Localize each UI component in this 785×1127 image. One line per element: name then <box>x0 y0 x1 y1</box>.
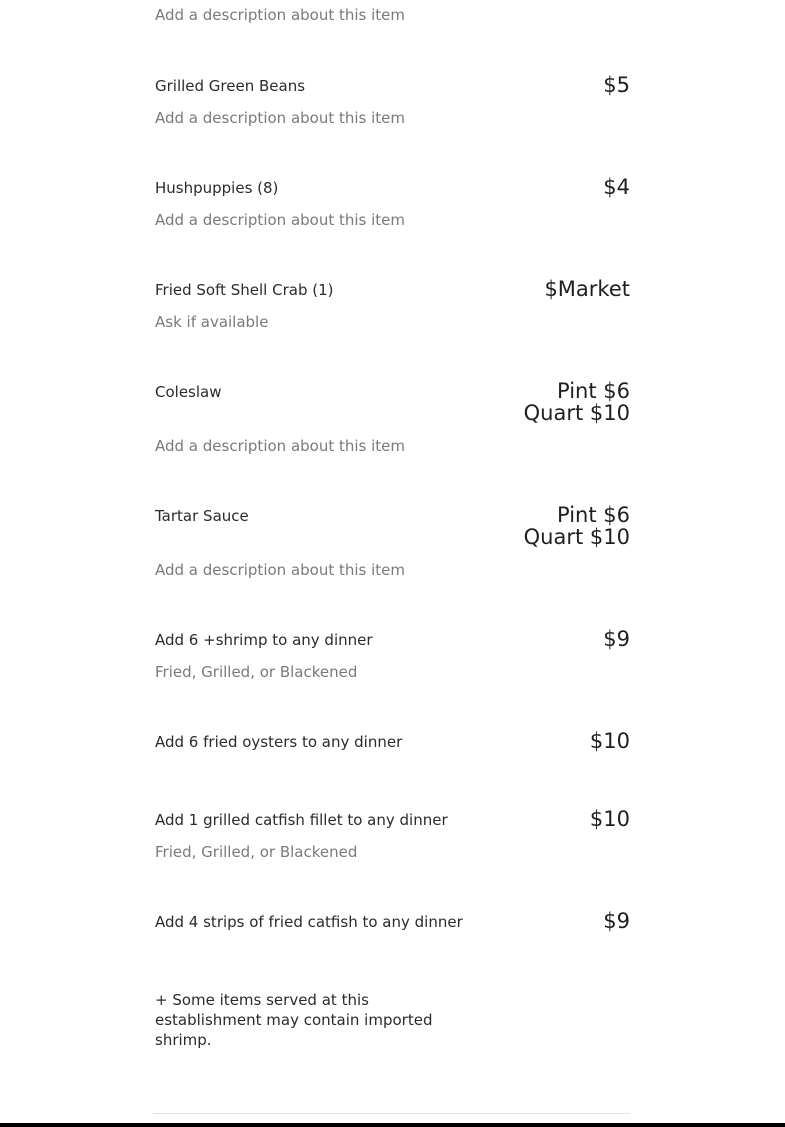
item-description: Add a description about this item <box>155 109 406 127</box>
item-name: Tartar Sauce <box>155 507 249 525</box>
item-price: $9 <box>603 627 630 651</box>
item-name: Add 6 +shrimp to any dinner <box>155 631 373 649</box>
item-price <box>524 504 630 548</box>
item-name: Hushpuppies (8) <box>155 179 279 197</box>
section-divider <box>153 1113 630 1114</box>
item-name: Add 4 strips of fried catfish to any dinner <box>155 913 463 931</box>
item-price: $Market <box>544 277 630 301</box>
item-price: $10 <box>589 729 630 753</box>
item-price-pint: Pint $6 <box>557 503 630 527</box>
item-description: Add a description about this item <box>155 561 406 579</box>
item-description: Add a description about this item <box>155 211 406 229</box>
item-price: $5 <box>603 73 630 97</box>
item-description: Ask if available <box>155 313 269 331</box>
shrimp-disclaimer-note: + Some items served at this establishment may contain imported shrimp. <box>155 991 433 1049</box>
bottom-border <box>0 1123 785 1127</box>
item-price-quart: Quart $10 <box>523 401 630 425</box>
item-price-quart: Quart $10 <box>523 525 630 549</box>
item-price: $4 <box>603 175 630 199</box>
item-name: Grilled Green Beans <box>155 77 306 95</box>
item-name: Add 6 fried oysters to any dinner <box>155 733 403 751</box>
item-description: Fried, Grilled, or Blackened <box>155 663 358 681</box>
item-name: Fried Soft Shell Crab (1) <box>155 281 334 299</box>
item-name: Add 1 grilled catfish fillet to any dinner <box>155 811 448 829</box>
item-price-pint: Pint $6 <box>557 379 630 403</box>
item-price: $10 <box>589 807 630 831</box>
item-description: Fried, Grilled, or Blackened <box>155 843 358 861</box>
item-description: Add a description about this item <box>155 437 406 455</box>
item-name: Coleslaw <box>155 383 222 401</box>
item-price <box>524 380 630 424</box>
item-price: $9 <box>603 909 630 933</box>
item-description: Add a description about this item <box>155 6 406 24</box>
